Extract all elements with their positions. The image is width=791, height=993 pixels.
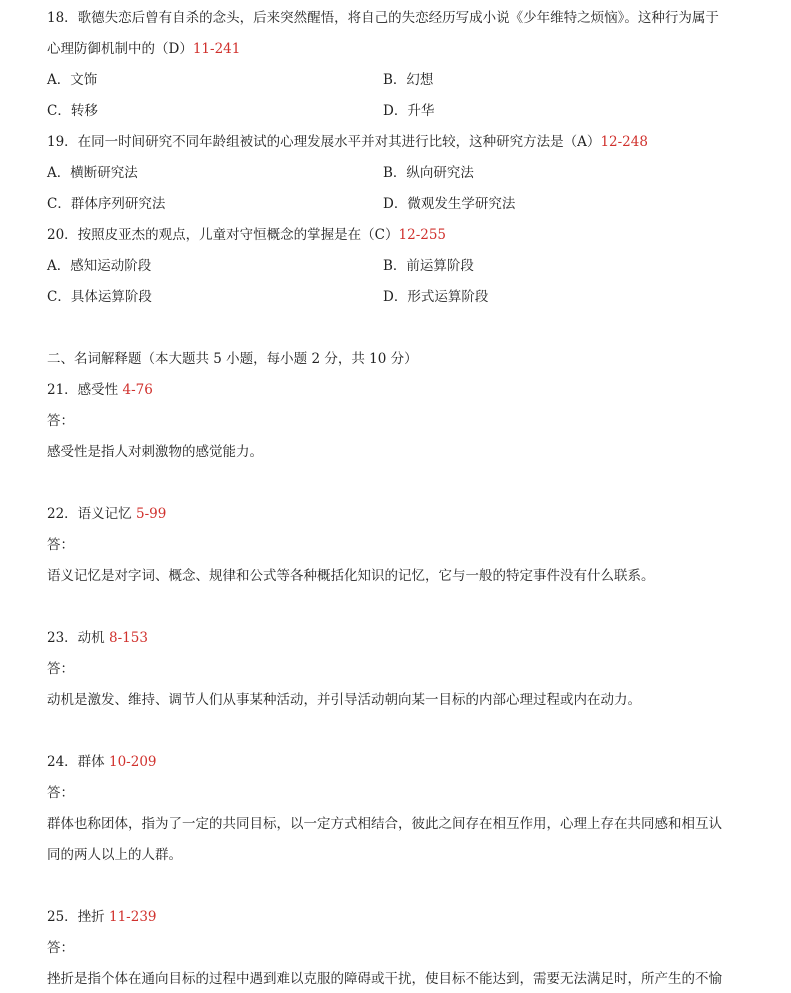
question-19-option-d: D．微观发生学研究法 [383,196,516,212]
term-22-title-text: 22．语义记忆 [47,506,136,522]
question-18-option-c: C．转移 [47,103,98,119]
question-20-option-b: B．前运算阶段 [383,258,474,274]
question-20-option-d: D．形式运算阶段 [383,289,489,305]
term-25-answer-label: 答： [47,940,74,956]
term-24-page-ref: 10-209 [108,754,157,770]
term-24-title-text: 24．群体 [47,754,109,770]
question-19-option-a: A．横断研究法 [47,165,138,181]
term-24-title [47,753,157,771]
question-20-stem [47,226,446,244]
question-20-option-c: C．具体运算阶段 [47,289,152,305]
term-21-answer-label: 答： [47,413,74,429]
term-23-page-ref: 8-153 [108,630,148,646]
term-21-answer-line: 感受性是指人对刺激物的感觉能力。 [47,444,263,460]
question-18-option-b: B．幻想 [383,72,434,88]
term-23-title [47,629,148,647]
question-20-page-ref: 12-255 [398,227,447,243]
question-18-option-d: D．升华 [383,103,435,119]
question-18-stem-line2 [47,40,240,58]
term-25-title-text: 25．挫折 [47,909,109,925]
question-19-option-b: B．纵向研究法 [383,165,474,181]
term-25-title [47,908,157,926]
term-24-answer-line-1: 群体也称团体，指为了一定的共同目标，以一定方式相结合，彼此之间存在相互作用，心理上存在共同感和相互认 [47,816,722,832]
question-19-option-c: C．群体序列研究法 [47,196,166,212]
question-19-page-ref: 12-248 [600,134,648,150]
term-22-answer-label: 答： [47,537,74,553]
section-two-heading: 二、名词解释题（本大题共 5 小题，每小题 2 分，共 10 分） [47,351,418,367]
question-18-option-a: A．文饰 [47,72,98,88]
term-21-title-text: 21．感受性 [47,382,123,398]
question-18-page-ref: 11-241 [192,41,241,57]
question-18-stem-text: 18．歌德失恋后曾有自杀的念头，后来突然醒悟，将自己的失恋经历写成小说《少年维特之烦恼》。这种行为属于 [47,10,719,26]
term-25-answer-line: 挫折是指个体在通向目标的过程中遇到难以克服的障碍或干扰，使目标不能达到，需要无法满足时，所产生的不愉 [47,971,722,987]
term-23-answer-label: 答： [47,661,74,677]
term-22-page-ref: 5-99 [135,506,167,522]
term-24-answer-line-2: 同的两人以上的人群。 [47,847,182,863]
question-20-option-a: A．感知运动阶段 [47,258,152,274]
question-19-stem [47,133,648,151]
question-19-stem-text: 19．在同一时间研究不同年龄组被试的心理发展水平并对其进行比较，这种研究方法是（A） [47,134,601,150]
term-23-answer-line: 动机是激发、维持、调节人们从事某种活动，并引导活动朝向某一目标的内部心理过程或内在动力。 [47,692,641,708]
term-24-answer-label: 答： [47,785,74,801]
term-21-title [47,381,153,399]
question-18-stem-line1 [47,9,719,27]
term-25-page-ref: 11-239 [108,909,157,925]
question-18-stem-text-cont: 心理防御机制中的（D） [47,41,193,57]
term-22-answer-line: 语义记忆是对字词、概念、规律和公式等各种概括化知识的记忆，它与一般的特定事件没有什么联系。 [47,568,655,584]
term-23-title-text: 23．动机 [47,630,109,646]
term-21-page-ref: 4-76 [122,382,153,398]
term-22-title [47,505,166,523]
question-20-stem-text: 20．按照皮亚杰的观点，儿童对守恒概念的掌握是在（C） [47,227,399,243]
